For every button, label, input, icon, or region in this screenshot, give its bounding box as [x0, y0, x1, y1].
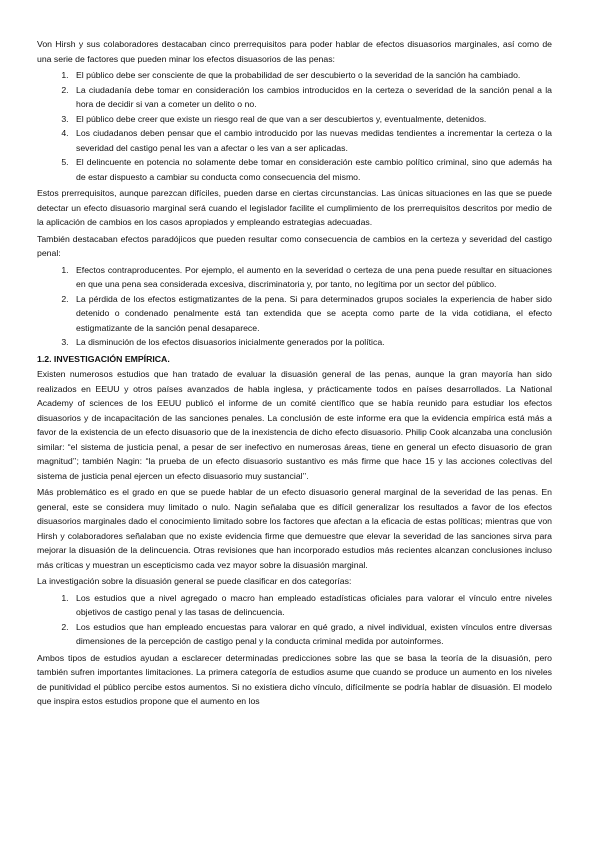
list-item: 4. Los ciudadanos deben pensar que el cambio introducido por las nuevas medidas tendientes a incrementar la certeza o la severidad del castigo penal les van a afectar o les van a ser aplicadas. [71, 126, 552, 155]
list-item: 2. La pérdida de los efectos estigmatizantes de la pena. Si para determinados grupos sociales la experiencia de haber sido detenido o condenado penalmente está tan extendida que se acepta como parte de la vida cotidiana, el efecto estigmatizante de la sanción penal desaparece. [71, 292, 552, 336]
paragraph-studies: Existen numerosos estudios que han tratado de evaluar la disuasión general de las penas, aunque la gran mayoría han sido realizados en EEUU y otros países avanzados de habla inglesa, y prácticamente todos en países desarrollados. La National Academy of sciences de los EEUU publicó el informe de un comité científico que se había reunido para estudiar los efectos disuasorios y de incapacitación de las sanciones penales. La conclusión de este informe era que la evidencia empírica está más a favor de la existencia de un efecto disuasorio que de la inexistencia de dicho efecto disuasorio. Philip Cook alcanzaba una conclusión similar: “el sistema de justicia penal, a pesar de ser inefectivo en numerosas áreas, tiene en general un efecto disuasorio de gran magnitud’’; también Nagin: “la prueba de un efecto disuasorio sustantivo es más firme que hace 15 y las acciones colectivas del sistema de justicia penal ejercen un efecto disuasorio muy sustancial’’. [37, 369, 552, 481]
list-item: 1. El público debe ser consciente de que la probabilidad de ser descubierto o la severidad de la sanción ha cambiado. [71, 68, 552, 83]
paragraph-paradoxical-effects: También destacaban efectos paradójicos que pueden resultar como consecuencia de cambios en la certeza y severidad del castigo penal: [37, 233, 552, 258]
paragraph-categories: La investigación sobre la disuasión general se puede clasificar en dos categorías: [37, 576, 352, 586]
categories-list [37, 591, 552, 649]
list-item: 1. Los estudios que a nivel agregado o macro han empleado estadísticas oficiales para valorar el vínculo entre niveles objetivos de castigo penal y las tasas de delincuencia. [71, 591, 552, 620]
section-heading: 1.2. INVESTIGACIÓN EMPÍRICA. [37, 353, 170, 364]
paradoxical-effects-list [37, 263, 552, 350]
list-item: 5. El delincuente en potencia no solamente debe tomar en consideración este cambio político criminal, sino que además ha de estar dispuesto a cambiar su conducta como consecuencia del mismo. [71, 155, 552, 184]
list-item: 2. La ciudadanía debe tomar en consideración los cambios introducidos en la certeza o severidad de la sanción penal a la hora de decidir si van a cometer un delito o no. [71, 83, 552, 112]
paragraph-limitations: Ambos tipos de estudios ayudan a esclarecer determinadas predicciones sobre las que se basa la teoría de la disuasión, pero también sufren importantes limitaciones. La primera categoría de estudios asume que cuando se produce un aumento en los niveles de punitividad el público percibe estos aumentos. Si no existiera dicho vínculo, difícilmente se podría hablar de disuasión. El modelo que inspira estos estudios propone que el aumento en los [37, 652, 552, 706]
list-item: 1. Efectos contraproducentes. Por ejemplo, el aumento en la severidad o certeza de una pena puede resultar en situaciones en que una pena sea considerada excesiva, discriminatoria y, por tanto, no legítima por un sector del público. [71, 263, 552, 292]
paragraph-intro: Von Hirsh y sus colaboradores destacaban cinco prerrequisitos para poder hablar de efectos disuasorios marginales, así como de una serie de factores que pueden minar los efectos disuasorios de las penas: [37, 39, 552, 64]
prerequisites-list [37, 68, 552, 184]
list-item: 3. La disminución de los efectos disuasorios inicialmente generados por la política. [71, 335, 552, 350]
list-item: 2. Los estudios que han empleado encuestas para valorar en qué grado, a nivel individual, existen vínculos entre diversas dimensiones de la percepción de castigo penal y la conducta criminal medida por autoinformes. [71, 620, 552, 649]
list-item: 3. El público debe creer que existe un riesgo real de que van a ser descubiertos y, eventualmente, detenidos. [71, 112, 552, 127]
paragraph-prerequisites-summary: Estos prerrequisitos, aunque parezcan difíciles, pueden darse en ciertas circunstancias. Las únicas situaciones en las que se puede detectar un efecto disuasorio marginal será cuando el legislador facilite el cumplimiento de los prerrequisitos descritos por medio de la aplicación de cambios en los casos apropiados y empleando estrategias adecuadas. [37, 188, 552, 227]
paragraph-marginal-deterrence: Más problemático es el grado en que se puede hablar de un efecto disuasorio general marginal de la severidad de las penas. En general, este se considera muy limitado o nulo. Nagin señalaba que es difícil generalizar los resultados a favor de los efectos disuasorios marginales dado el conocimiento limitado sobre los factores que afectan a la eficacia de estas políticas; mientras que von Hirsh y colaboradores señalaban que no existe evidencia firme que demuestre que elevar la severidad de las sanciones sirva para mejorar la disuasión de la delincuencia. Otras revisiones que han incorporado estudios más recientes alcanzan conclusiones incluso más críticas y muestran un escepticismo cada vez mayor sobre la disuasión marginal. [37, 487, 552, 570]
